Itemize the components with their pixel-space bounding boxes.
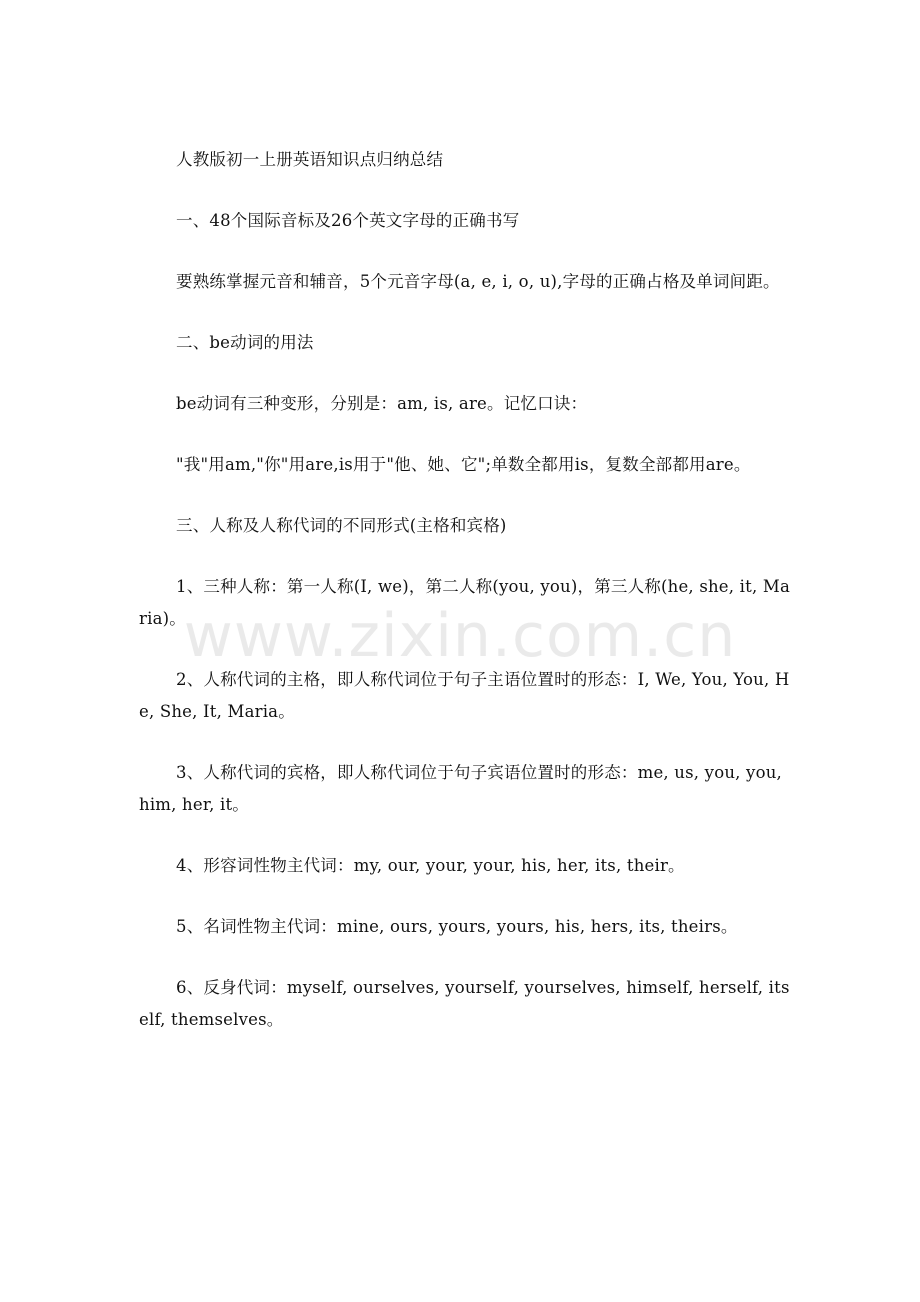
heading-2: 二、be动词的用法 xyxy=(176,333,314,352)
heading-1: 一、48个国际音标及26个英文字母的正确书写 xyxy=(176,211,520,230)
document-title: 人教版初一上册英语知识点归纳总结 xyxy=(176,150,444,169)
list-item-2: 2、人称代词的主格，即人称代词位于句子主语位置时的形态：I, We, You, You, He, She, It, Maria。 xyxy=(139,670,790,721)
paragraph-phonetics: 要熟练掌握元音和辅音，5个元音字母(a, e, i, o, u),字母的正确占格及单词间距。 xyxy=(176,272,780,291)
list-item-5: 5、名词性物主代词：mine, ours, yours, yours, his, hers, its, theirs。 xyxy=(176,917,738,936)
document-body xyxy=(139,144,791,1065)
list-item-4: 4、形容词性物主代词：my, our, your, your, his, her, its, their。 xyxy=(176,856,685,875)
paragraph-be-verb-forms: be动词有三种变形，分别是：am, is, are。记忆口诀： xyxy=(176,394,588,413)
heading-3: 三、人称及人称代词的不同形式(主格和宾格) xyxy=(176,516,507,535)
list-item-1: 1、三种人称：第一人称(I, we)，第二人称(you, you)，第三人称(he, she, it, Maria)。 xyxy=(139,577,790,628)
list-item-6: 6、反身代词：myself, ourselves, yourself, yourselves, himself, herself, itself, themselves。 xyxy=(139,978,790,1029)
watermark: www.zixin.com.cn xyxy=(183,601,737,671)
paragraph-be-verb-rhyme: "我"用am,"你"用are,is用于"他、她、它";单数全都用is，复数全部都用are。 xyxy=(176,455,751,474)
list-item-3: 3、人称代词的宾格，即人称代词位于句子宾语位置时的形态：me, us, you, you, him, her, it。 xyxy=(139,763,782,814)
